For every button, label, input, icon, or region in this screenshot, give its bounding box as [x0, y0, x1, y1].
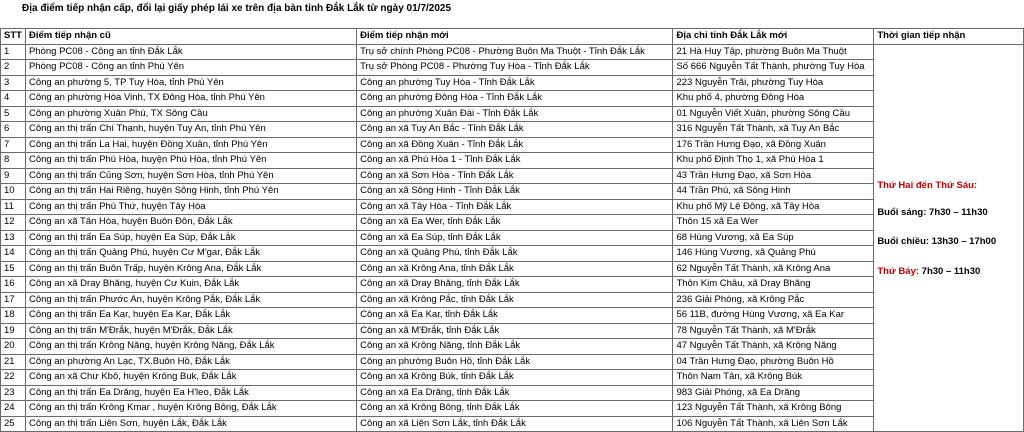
row-stt-cell[interactable]: 15 [1, 261, 26, 277]
page-title: Địa điểm tiếp nhận cấp, đổi lại giấy phép lái xe trên địa bàn tỉnh Đắk Lắk từ ngày 01/7/2025 [22, 3, 452, 14]
table-row [1, 323, 1024, 339]
new-address-cell[interactable]: 21 Hà Huy Tập, phường Buôn Ma Thuột [673, 44, 874, 60]
old-location-cell[interactable]: Công an phường Xuân Phú, TX Sông Cầu [25, 106, 356, 122]
table-row [1, 339, 1024, 355]
table-row [1, 385, 1024, 401]
new-location-cell[interactable]: Công an xã Phú Hòa 1 - Tỉnh Đắk Lắk [357, 153, 673, 169]
new-address-cell[interactable]: Thôn Kim Châu, xã Dray Bhăng [673, 277, 874, 293]
old-location-cell[interactable]: Công an thị trấn Ea Drăng, huyện Ea H'leo, Đắk Lắk [25, 385, 356, 401]
new-location-cell[interactable]: Trụ sở chính Phòng PC08 - Phường Buôn Ma Thuột - Tỉnh Đắk Lắk [357, 44, 673, 60]
row-stt-cell[interactable]: 21 [1, 354, 26, 370]
new-location-cell[interactable]: Công an xã Ea Súp, tỉnh Đắk Lắk [357, 230, 673, 246]
old-location-cell[interactable]: Công an xã Tân Hòa, huyện Buôn Đôn, Đắk Lắk [25, 215, 356, 231]
new-address-cell[interactable]: 123 Nguyễn Tất Thành, xã Krông Bông [673, 401, 874, 417]
old-location-cell[interactable]: Công an thị trấn Ea Kar, huyện Ea Kar, Đắk Lắk [25, 308, 356, 324]
old-location-cell[interactable]: Công an xã Dray Bhăng, huyện Cư Kuin, Đắk Lắk [25, 277, 356, 293]
new-address-cell[interactable]: 44 Trần Phú, xã Sông Hinh [673, 184, 874, 200]
row-stt-cell[interactable]: 3 [1, 75, 26, 91]
old-location-cell[interactable]: Phòng PC08 - Công an tỉnh Phú Yên [25, 60, 356, 76]
new-address-cell[interactable]: 316 Nguyễn Tất Thành, xã Tuy An Bắc [673, 122, 874, 138]
new-location-cell[interactable]: Công an xã Tuy An Bắc - Tỉnh Đắk Lắk [357, 122, 673, 138]
table-row [1, 246, 1024, 262]
row-stt-cell[interactable]: 14 [1, 246, 26, 262]
table-row [1, 261, 1024, 277]
schedule-block [877, 45, 1020, 432]
old-location-cell[interactable]: Công an phường Hòa Vinh, TX Đông Hòa, tỉnh Phú Yên [25, 91, 356, 107]
row-stt-cell[interactable]: 22 [1, 370, 26, 386]
new-address-cell[interactable]: 47 Nguyễn Tất Thành, xã Krông Năng [673, 339, 874, 355]
new-address-cell[interactable]: Khu phố Mỹ Lệ Đông, xã Tây Hòa [673, 199, 874, 215]
table-row [1, 230, 1024, 246]
table-row [1, 354, 1024, 370]
new-address-cell[interactable]: 236 Giải Phóng, xã Krông Pắc [673, 292, 874, 308]
header-new-address[interactable]: Địa chỉ tỉnh Đắk Lắk mới [673, 29, 874, 45]
row-stt-cell[interactable]: 1 [1, 44, 26, 60]
new-location-cell[interactable]: Công an xã Krông Pắc, tỉnh Đắk Lắk [357, 292, 673, 308]
new-location-cell[interactable]: Công an xã Sơn Hòa - Tỉnh Đắk Lắk [357, 168, 673, 184]
table-row [1, 168, 1024, 184]
old-location-cell[interactable]: Công an thị trấn M'Đrắk, huyện M'Đrắk, Đắk Lắk [25, 323, 356, 339]
row-stt-cell[interactable]: 13 [1, 230, 26, 246]
old-location-cell[interactable]: Phòng PC08 - Công an tỉnh Đắk Lắk [25, 44, 356, 60]
new-location-cell[interactable]: Công an xã Dray Bhăng, tỉnh Đắk Lắk [357, 277, 673, 293]
row-stt-cell[interactable]: 11 [1, 199, 26, 215]
new-location-cell[interactable]: Công an xã Krông Bông, tỉnh Đắk Lắk [357, 401, 673, 417]
afternoon-hours: Buổi chiều: 13h30 – 17h00 [877, 235, 997, 247]
new-address-cell[interactable]: 78 Nguyễn Tất Thành, xã M'Đrắk [673, 323, 874, 339]
row-stt-cell[interactable]: 8 [1, 153, 26, 169]
new-address-cell[interactable]: 223 Nguyễn Trãi, phường Tuy Hòa [673, 75, 874, 91]
row-stt-cell[interactable]: 10 [1, 184, 26, 200]
row-stt-cell[interactable]: 19 [1, 323, 26, 339]
row-stt-cell[interactable]: 9 [1, 168, 26, 184]
table-row [1, 292, 1024, 308]
new-location-cell[interactable]: Công an phường Buôn Hồ, tỉnh Đắk Lắk [357, 354, 673, 370]
new-location-cell[interactable]: Công an xã Ea Wer, tỉnh Đắk Lắk [357, 215, 673, 231]
new-location-cell[interactable]: Công an xã Krông Búk, tỉnh Đắk Lắk [357, 370, 673, 386]
old-location-cell[interactable]: Công an thị trấn Buôn Trấp, huyện Krông Ana, Đắk Lắk [25, 261, 356, 277]
row-stt-cell[interactable]: 17 [1, 292, 26, 308]
table-row [1, 44, 1024, 60]
old-location-cell[interactable]: Công an thị trấn Krông Kmar , huyện Krông Bông, Đắk Lắk [25, 401, 356, 417]
morning-hours: Buổi sáng: 7h30 – 11h30 [877, 206, 988, 218]
row-stt-cell[interactable]: 25 [1, 416, 26, 432]
locations-table [0, 28, 1024, 432]
new-address-cell[interactable]: 146 Hùng Vương, xã Quảng Phú [673, 246, 874, 262]
row-stt-cell[interactable]: 18 [1, 308, 26, 324]
new-address-cell[interactable]: 68 Hùng Vương, xã Ea Súp [673, 230, 874, 246]
new-location-cell[interactable]: Công an xã Krông Năng, tỉnh Đắk Lắk [357, 339, 673, 355]
row-stt-cell[interactable]: 23 [1, 385, 26, 401]
new-address-cell[interactable]: Khu phố Định Thọ 1, xã Phú Hòa 1 [673, 153, 874, 169]
header-reception-time[interactable]: Thời gian tiếp nhận [874, 29, 1024, 45]
new-address-cell[interactable]: Khu phố 4, phường Đông Hòa [673, 91, 874, 107]
new-address-cell[interactable]: 62 Nguyễn Tất Thành, xã Krông Ana [673, 261, 874, 277]
new-location-cell[interactable]: Công an xã Quảng Phú, tỉnh Đắk Lắk [357, 246, 673, 262]
old-location-cell[interactable]: Công an thị trấn Củng Sơn, huyện Sơn Hòa, tỉnh Phú Yên [25, 168, 356, 184]
old-location-cell[interactable]: Công an thị trấn La Hai, huyện Đồng Xuân, tỉnh Phú Yên [25, 137, 356, 153]
table-row [1, 199, 1024, 215]
row-stt-cell[interactable]: 20 [1, 339, 26, 355]
table-row [1, 106, 1024, 122]
weekdays-label: Thứ Hai đến Thứ Sáu: [877, 179, 978, 191]
old-location-cell[interactable]: Công an thị trấn Liên Sơn, huyện Lắk, Đắk Lắk [25, 416, 356, 432]
table-row [1, 401, 1024, 417]
new-address-cell[interactable]: Thôn 15 xã Ea Wer [673, 215, 874, 231]
table-header-row [1, 29, 1024, 45]
table-row [1, 137, 1024, 153]
reception-time-cell[interactable] [874, 44, 1024, 432]
new-location-cell[interactable]: Công an xã Tây Hòa - Tỉnh Đắk Lắk [357, 199, 673, 215]
new-address-cell[interactable]: Thôn Nam Tân, xã Krông Búk [673, 370, 874, 386]
table-row [1, 215, 1024, 231]
row-stt-cell[interactable]: 4 [1, 91, 26, 107]
row-stt-cell[interactable]: 5 [1, 106, 26, 122]
table-row [1, 91, 1024, 107]
old-location-cell[interactable]: Công an thị trấn Chí Thạnh, huyện Tuy An, tỉnh Phú Yên [25, 122, 356, 138]
row-stt-cell[interactable]: 2 [1, 60, 26, 76]
saturday-hours [877, 265, 980, 279]
new-location-cell[interactable]: Công an phường Xuân Đài - Tỉnh Đắk Lắk [357, 106, 673, 122]
table-row [1, 75, 1024, 91]
new-location-cell[interactable]: Công an xã Sông Hinh - Tỉnh Đắk Lắk [357, 184, 673, 200]
table-row [1, 416, 1024, 432]
table-row [1, 308, 1024, 324]
old-location-cell[interactable]: Công an thị trấn Phú Hòa, huyện Phú Hòa, tỉnh Phú Yên [25, 153, 356, 169]
old-location-cell[interactable]: Công an phường 5, TP Tuy Hòa, tỉnh Phú Yên [25, 75, 356, 91]
header-stt[interactable]: STT [1, 29, 26, 45]
new-location-cell[interactable]: Công an xã M'Đrắk, tỉnh Đắk Lắk [357, 323, 673, 339]
row-stt-cell[interactable]: 12 [1, 215, 26, 231]
old-location-cell[interactable]: Công an xã Chư Kbô, huyện Krông Buk, Đắk Lắk [25, 370, 356, 386]
new-address-cell[interactable]: 04 Trần Hưng Đạo, phường Buôn Hồ [673, 354, 874, 370]
header-new-location[interactable]: Điểm tiếp nhận mới [357, 29, 673, 45]
old-location-cell[interactable]: Công an thị trấn Ea Súp, huyện Ea Súp, Đắk Lắk [25, 230, 356, 246]
new-location-cell[interactable]: Công an xã Krông Ana, tỉnh Đắk Lắk [357, 261, 673, 277]
saturday-time: 7h30 – 11h30 [919, 265, 981, 277]
table-row [1, 122, 1024, 138]
new-location-cell[interactable]: Công an xã Liên Sơn Lắk, tỉnh Đắk Lắk [357, 416, 673, 432]
table-row [1, 370, 1024, 386]
row-stt-cell[interactable]: 24 [1, 401, 26, 417]
new-address-cell[interactable]: 106 Nguyễn Tất Thành, xã Liên Sơn Lắk [673, 416, 874, 432]
old-location-cell[interactable]: Công an thị trấn Hai Riêng, huyện Sông Hinh, tỉnh Phú Yên [25, 184, 356, 200]
new-address-cell[interactable]: 983 Giải Phóng, xã Ea Drăng [673, 385, 874, 401]
new-address-cell[interactable]: 43 Trần Hưng Đạo, xã Sơn Hòa [673, 168, 874, 184]
new-address-cell[interactable]: 176 Trần Hưng Đạo, xã Đồng Xuân [673, 137, 874, 153]
row-stt-cell[interactable]: 16 [1, 277, 26, 293]
row-stt-cell[interactable]: 7 [1, 137, 26, 153]
new-address-cell[interactable]: Số 666 Nguyễn Tất Thành, phường Tuy Hòa [673, 60, 874, 76]
table-row [1, 60, 1024, 76]
new-address-cell[interactable]: 56 11B, đường Hùng Vương, xã Ea Kar [673, 308, 874, 324]
table-row [1, 277, 1024, 293]
old-location-cell[interactable]: Công an thị trấn Quảng Phú, huyện Cư M'gar, Đắk Lắk [25, 246, 356, 262]
new-location-cell[interactable]: Công an xã Đồng Xuân - Tỉnh Đắk Lắk [357, 137, 673, 153]
new-location-cell[interactable]: Công an phường Đông Hòa - Tỉnh Đắk Lắk [357, 91, 673, 107]
header-old-location[interactable]: Điểm tiếp nhận cũ [25, 29, 356, 45]
old-location-cell[interactable]: Công an phường An Lạc, TX.Buôn Hồ, Đắk Lắk [25, 354, 356, 370]
old-location-cell[interactable]: Công an thị trấn Krông Năng, huyện Krông Năng, Đắk Lắk [25, 339, 356, 355]
new-address-cell[interactable]: 01 Nguyễn Viết Xuân, phường Sông Cầu [673, 106, 874, 122]
new-location-cell[interactable]: Trụ sở Phòng PC08 - Phường Tuy Hòa - Tỉnh Đắk Lắk [357, 60, 673, 76]
old-location-cell[interactable]: Công an thị trấn Phú Thứ, huyện Tây Hòa [25, 199, 356, 215]
old-location-cell[interactable]: Công an thị trấn Phước An, huyện Krông Pắk, Đắk Lắk [25, 292, 356, 308]
new-location-cell[interactable]: Công an xã Ea Drăng, tỉnh Đắk Lắk [357, 385, 673, 401]
saturday-label: Thứ Bảy: [877, 265, 920, 277]
table-row [1, 153, 1024, 169]
new-location-cell[interactable]: Công an phường Tuy Hòa - Tỉnh Đắk Lắk [357, 75, 673, 91]
table-row [1, 184, 1024, 200]
row-stt-cell[interactable]: 6 [1, 122, 26, 138]
new-location-cell[interactable]: Công an xã Ea Kar, tỉnh Đắk Lắk [357, 308, 673, 324]
